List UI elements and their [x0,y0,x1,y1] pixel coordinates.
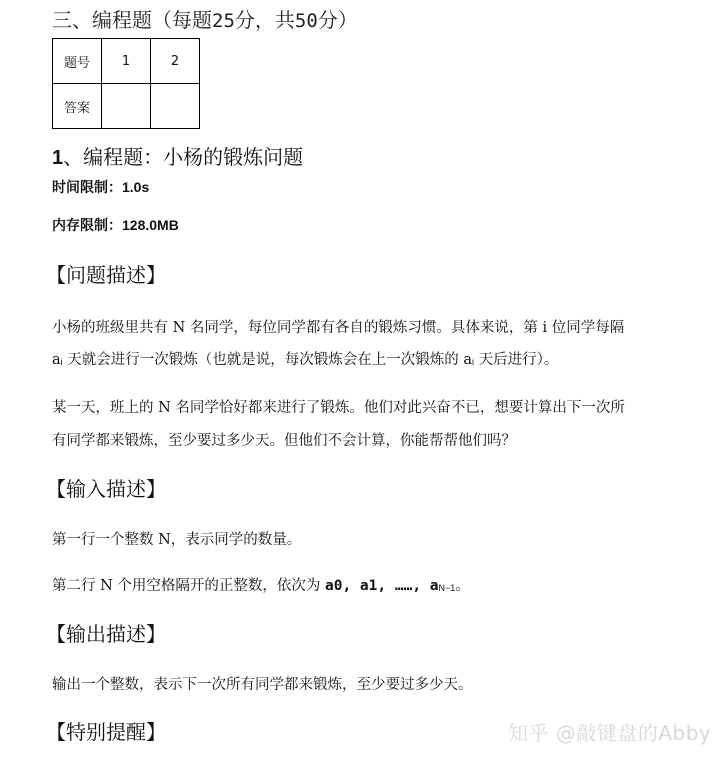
input-line [52,576,470,598]
table-row [53,39,200,84]
table-cell: 题号 [53,39,102,84]
section-title-prefix: 三、编程题（每题 [52,8,212,32]
points-each: 25 [212,10,235,32]
memory-limit: 内存限制：128.0MB [52,217,179,233]
points-total: 50 [294,10,318,32]
section-title-suffix: 分） [317,8,358,32]
output-line: 输出一个整数，表示下一次所有同学都来锻炼，至少要过多少天。 [52,677,473,693]
var-a: a [52,352,61,368]
subscript: i [472,357,475,367]
question-title [52,141,303,170]
input-heading: 【输入描述】 [46,477,166,501]
answer-cell-2[interactable] [151,84,200,129]
notice-heading: 【特别提醒】 [46,720,166,744]
subscript: N−1 [438,583,456,593]
output-heading: 【输出描述】 [46,622,166,646]
section-title-mid: 分，共 [234,8,295,32]
input-text: 第二行 N 个用空格隔开的正整数，依次为 [52,578,326,594]
time-limit: 时间限制：1.0s [52,179,150,195]
problem-heading: 【问题描述】 [46,263,166,287]
var-a: a [429,578,439,594]
question-title-text: 、编程题：小杨的锻炼问题 [63,145,304,169]
watermark: 知乎 @敲键盘的Abby [508,721,712,745]
input-vars: a0, a1, ……, [325,578,430,594]
section-title [52,4,358,33]
problem-line: 某一天，班上的 N 名同学恰好都来进行了锻炼。他们对此兴奋不已，想要计算出下一次所 [52,400,625,416]
problem-text: 天就会进行一次锻炼（也就是说，每次锻炼会在上一次锻炼的 [62,352,464,368]
input-line: 第一行一个整数 N，表示同学的数量。 [52,532,302,548]
var-a: a [463,352,473,368]
subscript: i [60,357,63,367]
answer-cell-1[interactable] [102,84,151,129]
table-cell: 2 [151,39,200,84]
table-cell: 1 [102,39,151,84]
problem-line [52,350,558,372]
problem-line: 有同学都来锻炼，至少要过多少天。但他们不会计算，你能帮帮他们吗？ [52,433,516,449]
question-number: 1 [52,147,64,169]
table-row [53,84,200,129]
answer-table [52,38,200,129]
input-text: 。 [455,578,470,594]
table-cell: 答案 [53,84,102,129]
problem-text: 天后进行）。 [474,352,559,368]
problem-line: 小杨的班级里共有 N 名同学，每位同学都有各自的锻炼习惯。具体来说，第 i 位同学每隔 [52,320,625,336]
